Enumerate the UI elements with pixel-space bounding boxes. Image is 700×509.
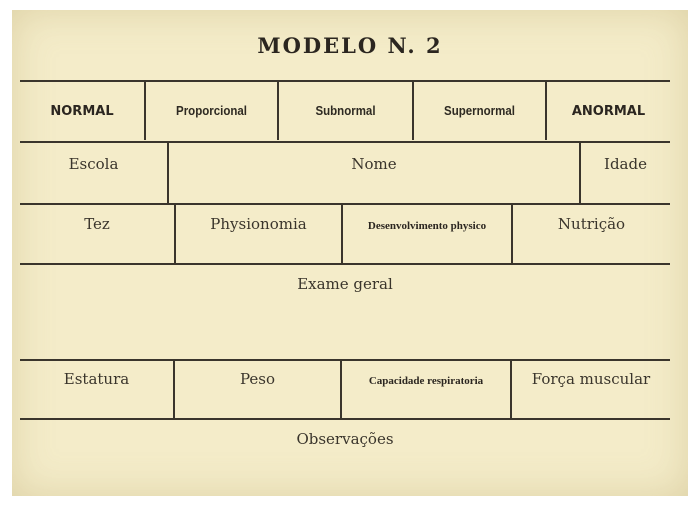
rule-row4 bbox=[20, 263, 670, 265]
field-physionomia: Physionomia bbox=[210, 215, 307, 233]
section-exame-geral: Exame geral bbox=[297, 275, 393, 293]
divider bbox=[277, 82, 279, 140]
classification-supernormal: Supernormal bbox=[444, 104, 515, 118]
form-title: MODELO N. 2 bbox=[257, 33, 443, 58]
field-nutricao: Nutrição bbox=[557, 215, 626, 233]
section-observacoes: Observações bbox=[296, 430, 394, 448]
divider bbox=[144, 82, 146, 140]
field-escola: Escola bbox=[68, 155, 119, 173]
rule-row6 bbox=[20, 418, 670, 420]
field-peso: Peso bbox=[239, 370, 276, 388]
field-estatura: Estatura bbox=[63, 370, 130, 388]
divider bbox=[412, 82, 414, 140]
field-desenvolvimento: Desenvolvimento physico bbox=[367, 220, 487, 232]
field-tez: Tez bbox=[84, 215, 110, 233]
classification-normal: NORMAL bbox=[50, 103, 114, 119]
field-idade: Idade bbox=[604, 155, 647, 173]
field-nome: Nome bbox=[351, 155, 397, 173]
classification-proporcional: Proporcional bbox=[176, 104, 247, 118]
classification-subnormal: Subnormal bbox=[315, 104, 376, 118]
classification-anormal: ANORMAL bbox=[571, 103, 646, 119]
field-forca-muscular: Força muscular bbox=[531, 370, 651, 388]
field-capacidade-respiratoria: Capacidade respiratoria bbox=[368, 375, 484, 387]
